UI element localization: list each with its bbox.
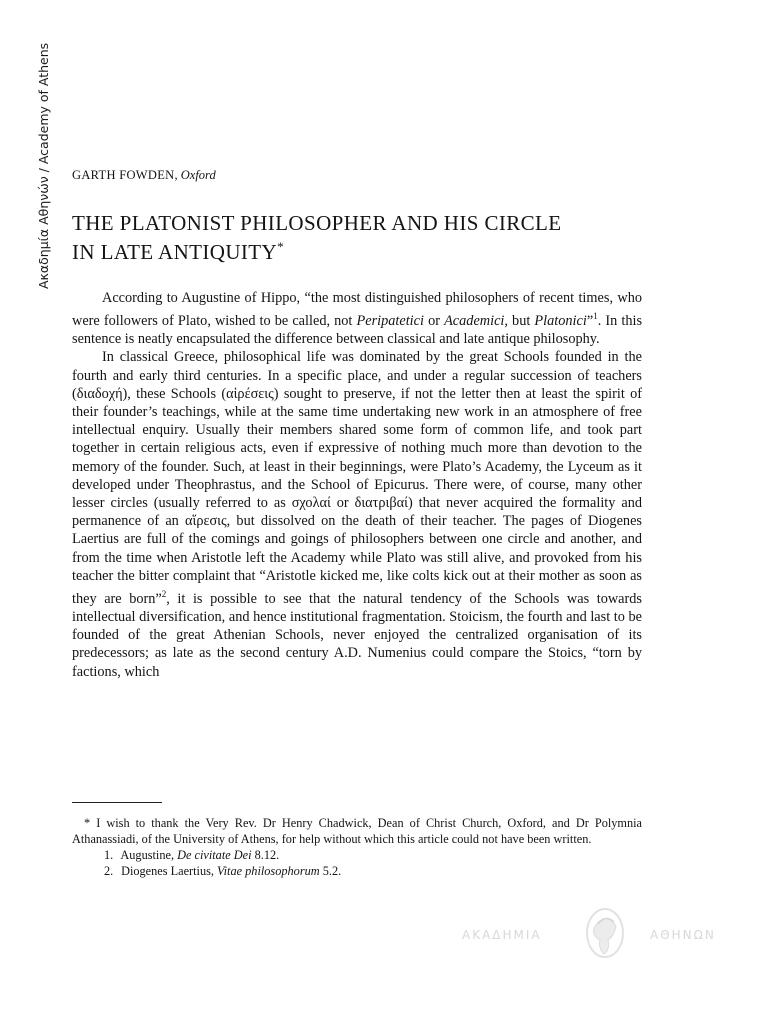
footnote-ref-2: 2 bbox=[161, 589, 167, 600]
title-line-1: THE PLATONIST PHILOSOPHER AND HIS CIRCLE bbox=[72, 211, 562, 235]
paragraph-1: According to Augustine of Hippo, “the most distinguished philosophers of recent times, who were followers of Plato, wished to be called, not Peripatetici or Academici, but Platonici”$^1$. In this sentence is neatly encapsulated the difference between classical and late antique philosophy. bbox=[72, 290, 643, 348]
footnote-divider bbox=[72, 802, 162, 803]
title-line-2: IN LATE ANTIQUITY bbox=[72, 240, 278, 264]
article-title bbox=[72, 212, 672, 264]
watermark-text-left: ΑΚΑΔΗΜΙΑ bbox=[462, 928, 542, 942]
watermark-text-right: ΑΘΗΝΩΝ bbox=[650, 928, 716, 942]
author-affiliation: Oxford bbox=[180, 168, 216, 182]
academy-watermark bbox=[462, 924, 742, 964]
article-body bbox=[72, 289, 642, 681]
author-name: GARTH FOWDEN bbox=[72, 168, 175, 182]
footnote-acknowledgement: * I wish to thank the Very Rev. Dr Henry Chadwick, Dean of Christ Church, Oxford, and Dr Polymnia Athanassiadi, of the University of Athens, for help without which this article could not have been written. bbox=[72, 816, 643, 846]
footnote-2: 2. Diogenes Laertius, Vitae philosophorum 5.2. bbox=[104, 864, 342, 878]
athena-seal-icon bbox=[580, 902, 630, 964]
footnotes bbox=[72, 815, 642, 879]
title-footnote-mark: * bbox=[277, 239, 284, 254]
author-line: GARTH FOWDEN, Oxford bbox=[72, 168, 216, 182]
paragraph-2: In classical Greece, philosophical life was dominated by the great Schools founded in the fourth and early third centuries. In a specific place, and under a regular succession of teachers (διαδοχή), these Schools (αἱρέσεις) sought to preserve, if not the letter then at least the spirit of their founder’s teachings, while at the same time undertaking new work in an atmosphere of free intellectual enquiry. Usually their members shared some form of common life, and took part together in certain religious acts, even if expressive of nothing much more than devotion to the memory of the founder. Such, at least in their beginnings, were Plato’s Academy, the Lyceum as it developed under Theophrastus, and the School of Epicurus. There were, of course, many other lesser circles (usually referred to as σχολαί or διατριβαί) that never acquired the formality and permanence of an αἵρεσις, but dissolved on the death of their teacher. The pages of Diogenes Laertius are full of the comings and goings of philosophers between one circle and another, and from the time when Aristotle left the Academy while Plato was still alive, and provoked from his teacher the bitter complaint that “Aristotle kicked me, like colts kick out at their mother as soon as they are born”$^2$, it is possible to see that the natural tendency of the Schools was towards intellectual diversification, and hence institutional fragmentation. Stoicism, the fourth and last to be founded of the great Athenian Schools, never enjoyed the centralized organisation of its predecessors; as late as the second century A.D. Numenius could compare the Stoics, “torn by factions, which bbox=[72, 349, 642, 680]
footnote-1: 1. Augustine, De civitate Dei 8.12. bbox=[104, 848, 280, 862]
footnote-ref-1: 1 bbox=[593, 311, 598, 322]
archive-sidebar-label: Ακαδημία Αθηνών / Academy of Athens bbox=[36, 42, 51, 289]
